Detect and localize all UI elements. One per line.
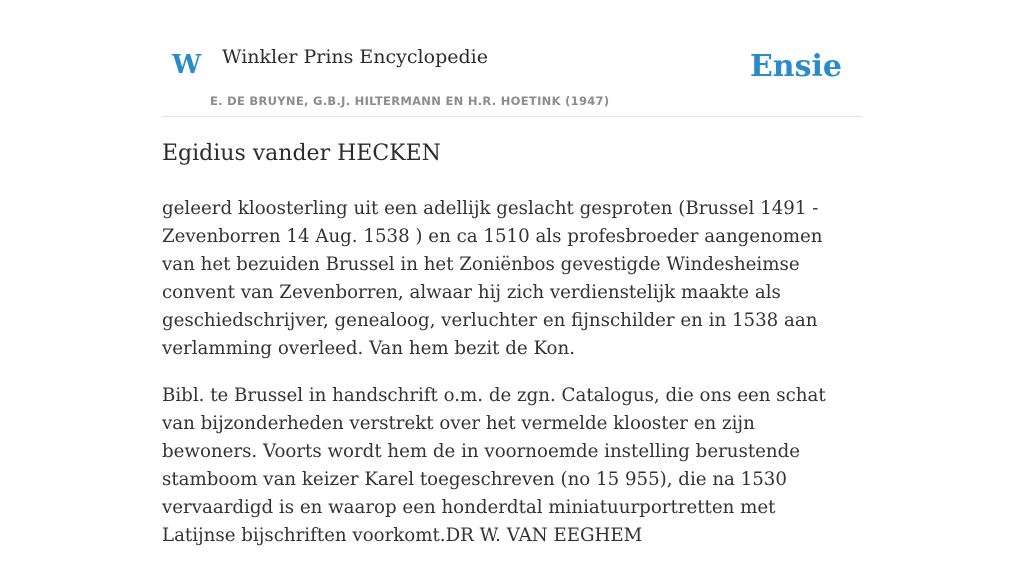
ensie-logo[interactable]: Ensie: [749, 49, 842, 84]
source-title[interactable]: Winkler Prins Encyclopedie: [222, 46, 488, 68]
article: [162, 140, 852, 569]
article-paragraph: geleerd kloosterling uit een adellijk geslacht gesproten (Brussel 1491 - Zevenborren 14 Aug. 1538 ) en ca 1510 als profesbroeder aangenomen van het bezuiden Brussel in het Zoniënbos gevestigde Windesheimse convent van Zevenborren, alwaar hij zich verdienstelijk maakte als geschiedschrijver, genealoog, verluchter en fijnschilder en in 1538 aan verlamming overleed. Van hem bezit de Kon.: [162, 197, 823, 359]
page-header: [162, 36, 862, 117]
winkler-prins-logo[interactable]: W: [172, 50, 202, 80]
article-paragraph: Bibl. te Brussel in handschrift o.m. de zgn. Catalogus, die ons een schat van bijzonderheden verstrekt over het vermelde klooster en zijn bewoners. Voorts wordt hem de in voornoemde instelling berustende stamboom van keizer Karel toegeschreven (no 15 955), die na 1530 vervaardigd is en waarop een honderdtal miniatuurportretten met Latijnse bijschriften voorkomt.DR W. VAN EEGHEM: [162, 384, 826, 546]
article-title: Egidius vander HECKEN: [162, 141, 441, 166]
source-authors: E. DE BRUYNE, G.B.J. HILTERMANN EN H.R. HOETINK (1947): [210, 94, 610, 108]
